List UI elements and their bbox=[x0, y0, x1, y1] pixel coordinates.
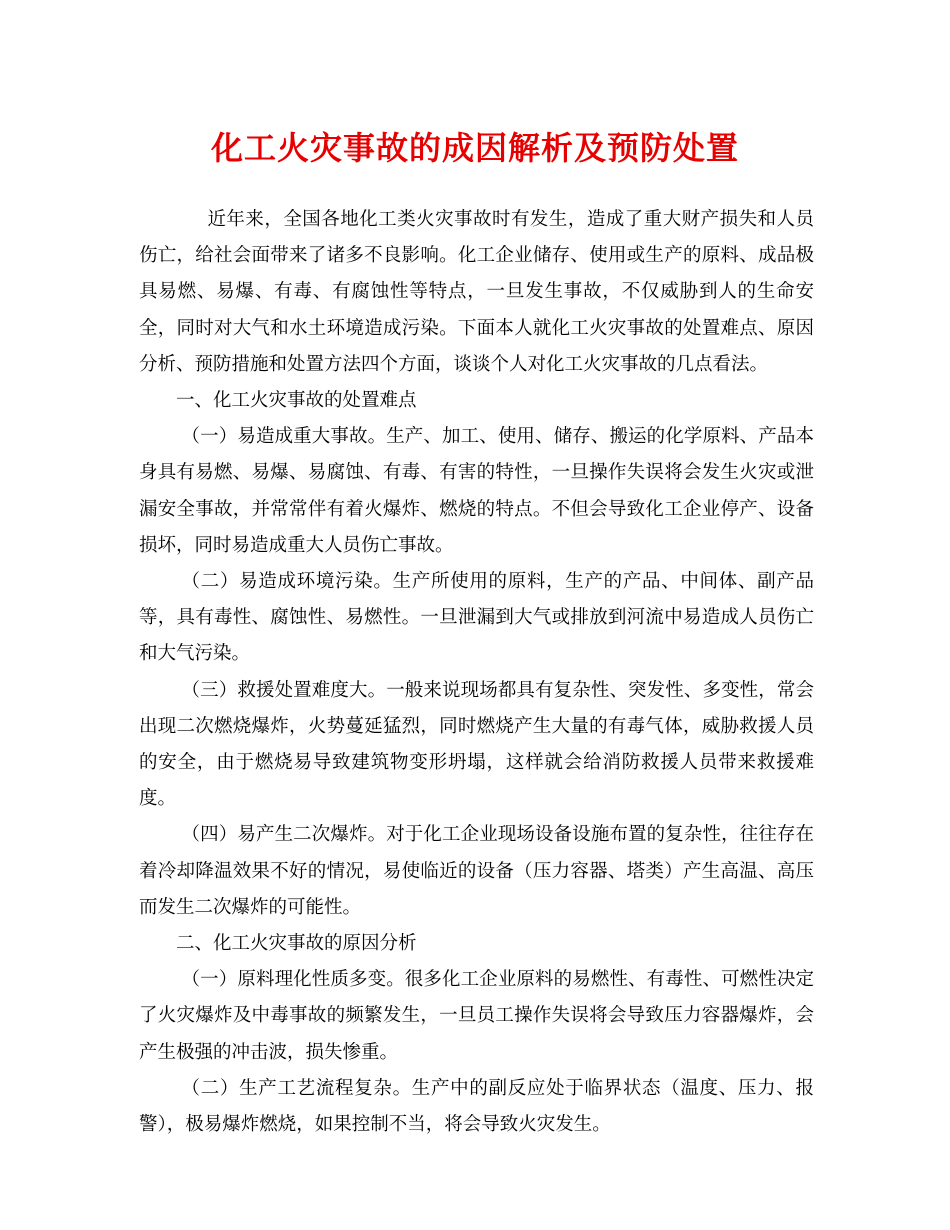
paragraph-1-1: （一）易造成重大事故。生产、加工、使用、储存、搬运的化学原料、产品本身具有易燃、易爆、易腐蚀、有毒、有害的特性，一旦操作失误将会发生火灾或泄漏安全事故，并常常伴有着火爆炸、燃烧的特点。不但会导致化工企业停产、设备损坏，同时易造成重大人员伤亡事故。 bbox=[139, 426, 814, 556]
paragraph-2-1: （一）原料理化性质多变。很多化工企业原料的易燃性、有毒性、可燃性决定了火灾爆炸及中毒事故的频繁发生，一旦员工操作失误将会导致压力容器爆炸，会产生极强的冲击波，损失惨重。 bbox=[139, 969, 814, 1063]
document-title: 化工火灾事故的成因解析及预防处置 bbox=[210, 129, 739, 167]
document-body bbox=[139, 202, 814, 1143]
section-heading-1: 一、化工火灾事故的处置难点 bbox=[176, 390, 417, 412]
section-heading-2: 二、化工火灾事故的原因分析 bbox=[176, 933, 417, 955]
paragraph-2-2: （二）生产工艺流程复杂。生产中的副反应处于临界状态（温度、压力、报警），极易爆炸燃烧，如果控制不当，将会导致火灾发生。 bbox=[139, 1077, 814, 1136]
paragraph-1-2: （二）易造成环境污染。生产所使用的原料，生产的产品、中间体、副产品等，具有毒性、腐蚀性、易燃性。一旦泄漏到大气或排放到河流中易造成人员伤亡和大气污染。 bbox=[139, 571, 814, 665]
paragraph-1-3: （三）救援处置难度大。一般来说现场都具有复杂性、突发性、多变性，常会出现二次燃烧爆炸，火势蔓延猛烈，同时燃烧产生大量的有毒气体，威胁救援人员的安全，由于燃烧易导致建筑物变形坍塌，这样就会给消防救援人员带来救援难度。 bbox=[139, 679, 814, 810]
intro-paragraph: 近年来，全国各地化工类火灾事故时有发生，造成了重大财产损失和人员伤亡，给社会面带来了诸多不良影响。化工企业储存、使用或生产的原料、成品极具易燃、易爆、有毒、有腐蚀性等特点，一旦发生事故，不仅威胁到人的生命安全，同时对大气和水土环境造成污染。下面本人就化工火灾事故的处置难点、原因分析、预防措施和处置方法四个方面，谈谈个人对化工火灾事故的几点看法。 bbox=[139, 209, 814, 375]
paragraph-1-4: （四）易产生二次爆炸。对于化工企业现场设备设施布置的复杂性，往往存在着冷却降温效果不好的情况，易使临近的设备（压力容器、塔类）产生高温、高压而发生二次爆炸的可能性。 bbox=[139, 824, 814, 918]
